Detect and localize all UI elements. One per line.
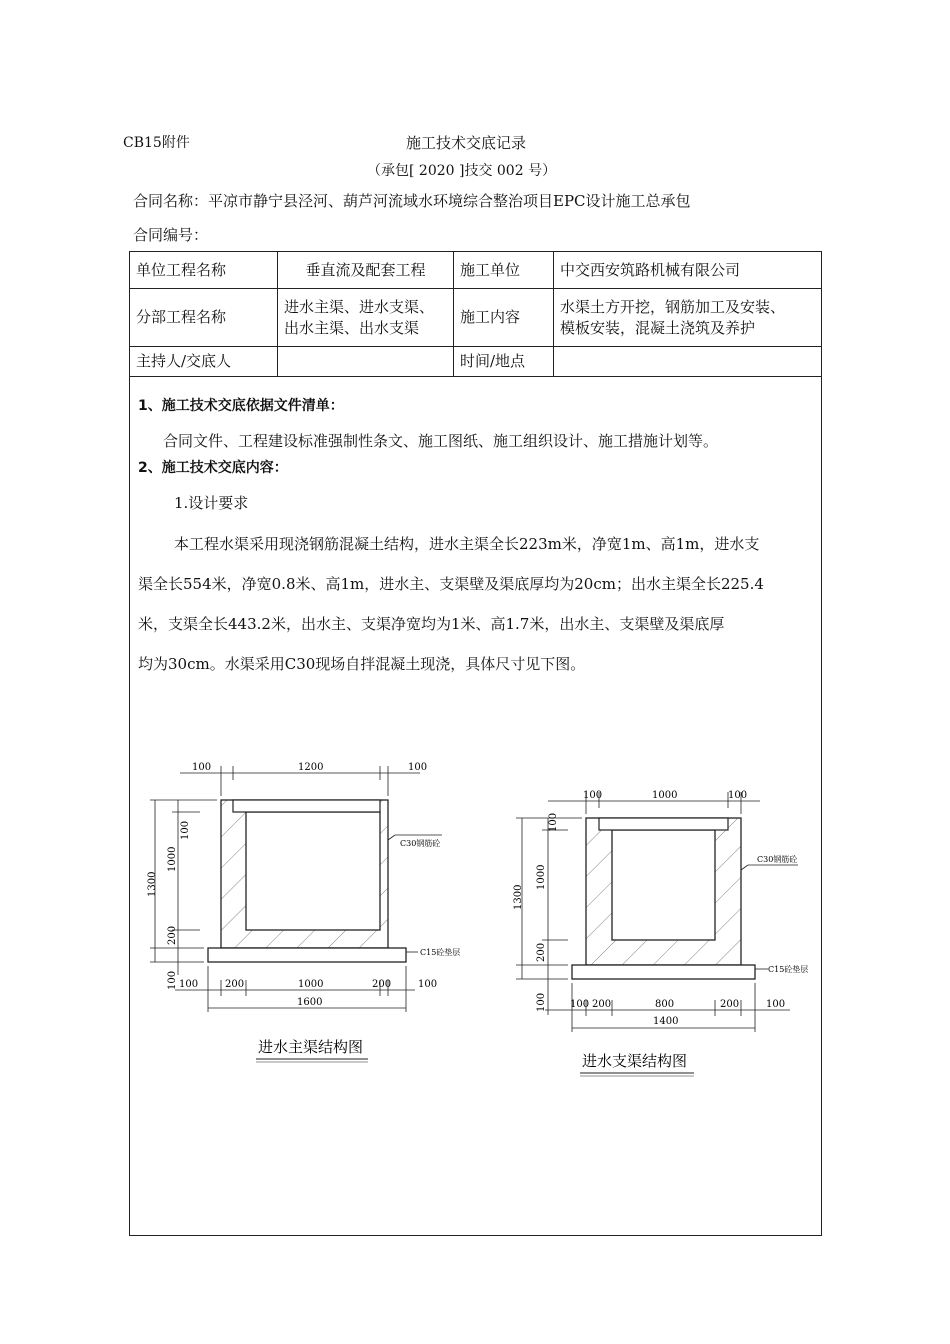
cell-line: 模板安装，混凝土浇筑及养护 <box>560 318 756 337</box>
dim-label: 200 <box>592 999 612 1010</box>
dim-label: 100 <box>180 820 191 840</box>
table-cell: 主持人/交底人 <box>130 347 278 377</box>
table-cell: 中交西安筑路机械有限公司 <box>554 252 822 289</box>
dim-label: 100 <box>583 790 603 801</box>
dim-label: 200 <box>372 979 392 990</box>
contract-name: 合同名称：平凉市静宁县泾河、葫芦河流域水环境综合整治项目EPC设计施工总承包 <box>133 192 691 210</box>
dim-label: 100 <box>192 762 212 773</box>
material-label: C30钢筋砼 <box>400 839 441 848</box>
subsection-heading: 1.设计要求 <box>174 494 249 512</box>
dim-label: 1000 <box>298 979 324 990</box>
dim-label: 200 <box>536 942 547 962</box>
table-cell: 时间/地点 <box>454 347 554 377</box>
cell-line: 进水主渠、进水支渠、 <box>284 297 435 316</box>
table-cell: 单位工程名称 <box>130 252 278 289</box>
table-cell: 施工单位 <box>454 252 554 289</box>
dim-label: 100 <box>766 999 786 1010</box>
drawing-caption: 进水支渠结构图 <box>582 1052 688 1070</box>
dim-label: 100 <box>408 762 428 773</box>
main-channel-drawing <box>147 762 460 1062</box>
paragraph-line: 本工程水渠采用现浇钢筋混凝土结构，进水主渠全长223m米，净宽1m、高1m，进水支 <box>174 535 760 553</box>
table-cell: 施工内容 <box>454 289 554 347</box>
document-number: （承包[ 2020 ]技交 002 号） <box>367 163 557 179</box>
material-label: C30钢筋砼 <box>757 855 798 864</box>
dim-label: 100 <box>728 790 748 801</box>
dim-label: 200 <box>225 979 245 990</box>
dim-label: 1300 <box>147 871 158 897</box>
paragraph-line: 渠全长554米，净宽0.8米、高1m，进水主、支渠壁及渠底厚均为20cm；出水主渠全长225.4 <box>138 575 764 593</box>
dim-total: 1400 <box>653 1016 679 1027</box>
section-heading-1: 1、施工技术交底依据文件清单： <box>138 398 344 414</box>
dim-label: 100 <box>548 812 559 832</box>
dim-label: 100 <box>418 979 438 990</box>
dim-label: 100 <box>570 999 590 1010</box>
section-heading-2: 2、施工技术交底内容： <box>138 460 288 476</box>
cell-line: 水渠土方开挖，钢筋加工及安装、 <box>560 297 786 316</box>
dim-label: 800 <box>655 999 675 1010</box>
section-1-body: 合同文件、工程建设标准强制性条文、施工图纸、施工组织设计、施工措施计划等。 <box>163 432 719 450</box>
dim-total: 1600 <box>297 997 323 1008</box>
dim-label: 1200 <box>298 762 324 773</box>
attachment-label: CB15附件 <box>123 135 190 151</box>
dim-label: 1000 <box>536 864 547 890</box>
document-title: 施工技术交底记录 <box>406 134 527 152</box>
dim-label: 100 <box>179 979 199 990</box>
material-label: C15砼垫层 <box>768 965 809 974</box>
dim-label: 200 <box>720 999 740 1010</box>
dim-label: 1000 <box>167 846 178 872</box>
dim-label: 1000 <box>652 790 678 801</box>
dim-label: 100 <box>536 992 547 1012</box>
dim-label: 200 <box>167 925 178 945</box>
cell-line: 出水主渠、出水支渠 <box>284 318 420 337</box>
contract-number: 合同编号： <box>133 226 209 244</box>
paragraph-line: 均为30cm。水渠采用C30现场自拌混凝土现浇，具体尺寸见下图。 <box>138 655 586 673</box>
drawing-caption: 进水主渠结构图 <box>258 1038 364 1056</box>
paragraph-line: 米，支渠全长443.2米，出水主、支渠净宽均为1米、高1.7米，出水主、支渠壁及渠底厚 <box>138 615 725 633</box>
branch-channel-drawing <box>513 790 808 1076</box>
material-label: C15砼垫层 <box>420 948 461 957</box>
table-cell: 分部工程名称 <box>130 289 278 347</box>
dim-label: 100 <box>167 970 178 990</box>
table-cell: 垂直流及配套工程 <box>278 252 454 289</box>
dim-label: 1300 <box>513 884 524 910</box>
